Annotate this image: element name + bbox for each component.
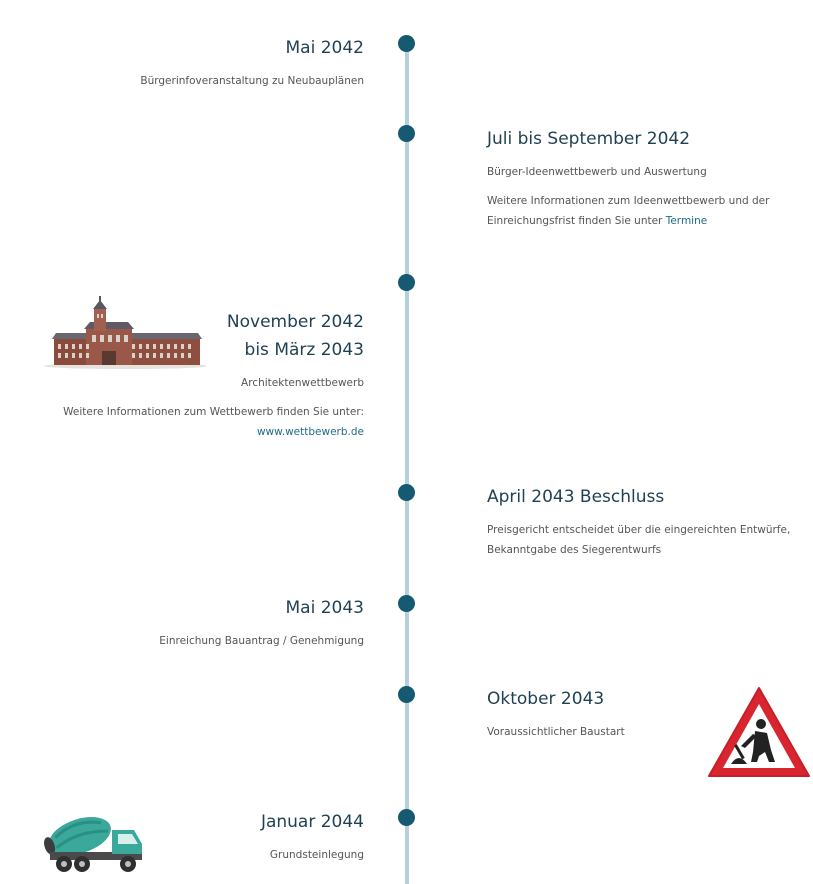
entry-title: Januar 2044 bbox=[260, 812, 364, 832]
entry-title: Mai 2043 bbox=[285, 598, 364, 618]
entry-title: April 2043 Beschluss bbox=[487, 487, 665, 507]
termine-link[interactable]: Termine bbox=[665, 215, 708, 227]
concrete-mixer-truck-icon bbox=[42, 808, 148, 875]
entry-info-line bbox=[63, 422, 364, 442]
timeline-entry-5 bbox=[159, 594, 364, 651]
entry-info-line: Weitere Informationen zum Ideenwettbewerb und der bbox=[487, 195, 770, 207]
entry-title-line-2: bis März 2043 bbox=[244, 340, 364, 360]
timeline-dot-1 bbox=[398, 35, 415, 52]
entry-description: Bürgerinfoveranstaltung zu Neubauplänen bbox=[140, 75, 364, 87]
entry-info-line bbox=[487, 211, 769, 231]
timeline-dot-3 bbox=[398, 274, 415, 291]
entry-description: Voraussichtlicher Baustart bbox=[487, 726, 625, 738]
timeline-line bbox=[405, 44, 409, 884]
entry-description-line-2: Bekanntgabe des Siegerentwurfs bbox=[487, 544, 662, 556]
entry-title: Mai 2042 bbox=[285, 38, 364, 58]
construction-warning-sign-icon bbox=[705, 684, 813, 782]
entry-info-text: Einreichungsfrist finden Sie unter bbox=[487, 215, 666, 227]
timeline-dot-5 bbox=[398, 595, 415, 612]
timeline-entry-1 bbox=[140, 34, 364, 91]
wettbewerb-link[interactable]: www.wettbewerb.de bbox=[256, 426, 364, 438]
entry-title: Oktober 2043 bbox=[487, 689, 605, 709]
entry-description: Grundsteinlegung bbox=[269, 849, 364, 861]
timeline-dot-6 bbox=[398, 686, 415, 703]
timeline-dot-2 bbox=[398, 125, 415, 142]
timeline-entry-6 bbox=[487, 685, 625, 742]
timeline-dot-4 bbox=[398, 484, 415, 501]
entry-description: Preisgericht entscheidet über die eingereichten Entwürfe, bbox=[487, 524, 791, 536]
entry-description: Einreichung Bauantrag / Genehmigung bbox=[159, 635, 364, 647]
entry-description: Bürger-Ideenwettbewerb und Auswertung bbox=[487, 166, 707, 178]
entry-description: Architektenwettbewerb bbox=[241, 377, 364, 389]
timeline-dot-7 bbox=[398, 809, 415, 826]
timeline-entry-2 bbox=[487, 125, 769, 231]
entry-title: Juli bis September 2042 bbox=[487, 129, 691, 149]
entry-title: November 2042 bbox=[226, 312, 364, 332]
timeline-entry-4 bbox=[487, 483, 790, 560]
entry-info-line: Weitere Informationen zum Wettbewerb finden Sie unter: bbox=[63, 406, 364, 418]
timeline-entry-7 bbox=[261, 808, 364, 865]
town-hall-illustration bbox=[36, 295, 206, 370]
